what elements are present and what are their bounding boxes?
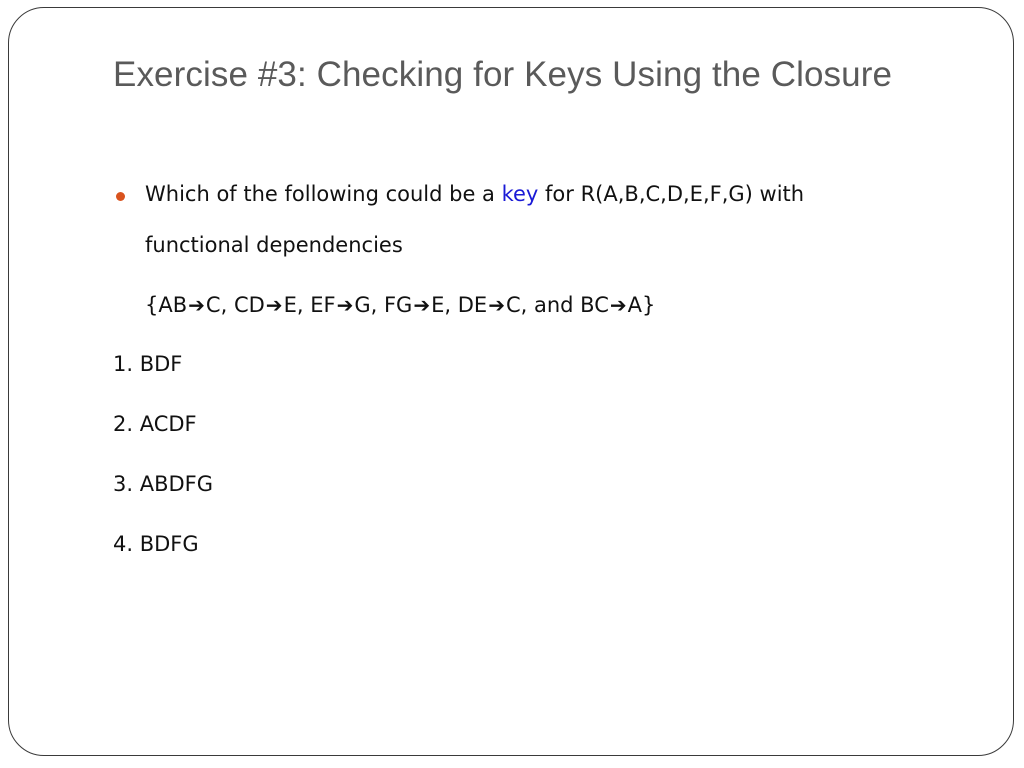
arrow-right-icon: ➔ xyxy=(609,293,627,317)
set-open-brace: { xyxy=(145,293,159,317)
functional-dependency xyxy=(234,293,297,317)
fd-separator: , xyxy=(444,293,458,317)
question-line xyxy=(145,182,804,206)
functional-dependency xyxy=(580,293,642,317)
arrow-right-icon: ➔ xyxy=(265,293,283,317)
fd-rhs: C xyxy=(505,293,521,317)
question-text-after: for R(A,B,C,D,E,F,G) with xyxy=(538,182,805,206)
slide-title: Exercise #3: Checking for Keys Using the Closure xyxy=(113,55,893,94)
option-4: 4. BDFG xyxy=(113,532,199,556)
fd-lhs: FG xyxy=(383,293,413,317)
question-text-before: Which of the following could be a xyxy=(145,182,502,206)
arrow-right-icon: ➔ xyxy=(488,293,505,317)
bullet-dot xyxy=(116,192,125,201)
fd-separator: , xyxy=(220,293,234,317)
set-close-brace: } xyxy=(642,293,656,317)
fd-lhs: BC xyxy=(580,293,609,317)
arrow-right-icon: ➔ xyxy=(188,293,205,317)
fd-lhs: AB xyxy=(158,293,188,317)
fd-separator: , xyxy=(370,293,384,317)
dependency-list xyxy=(145,293,655,317)
fd-rhs: G xyxy=(354,293,371,317)
fd-lhs: CD xyxy=(233,293,265,317)
fd-lhs: EF xyxy=(310,293,336,317)
option-1: 1. BDF xyxy=(113,352,183,376)
fd-rhs: E xyxy=(283,293,297,317)
fd-lhs: DE xyxy=(457,293,488,317)
fd-container xyxy=(158,293,642,317)
functional-dependency xyxy=(158,293,220,317)
fd-rhs: C xyxy=(205,293,221,317)
option-3: 3. ABDFG xyxy=(113,472,214,496)
arrow-right-icon: ➔ xyxy=(413,293,431,317)
fd-rhs: E xyxy=(431,293,445,317)
arrow-right-icon: ➔ xyxy=(336,293,354,317)
functional-dependency xyxy=(458,293,521,317)
option-2: 2. ACDF xyxy=(113,412,197,436)
functional-dependency xyxy=(310,293,370,317)
slide-frame xyxy=(8,7,1014,756)
fd-rhs: A xyxy=(627,293,643,317)
question-line-2: functional dependencies xyxy=(145,233,403,257)
fd-separator: , and xyxy=(520,293,581,317)
key-highlight: key xyxy=(501,182,539,206)
fd-separator: , xyxy=(296,293,311,317)
functional-dependency xyxy=(384,293,444,317)
